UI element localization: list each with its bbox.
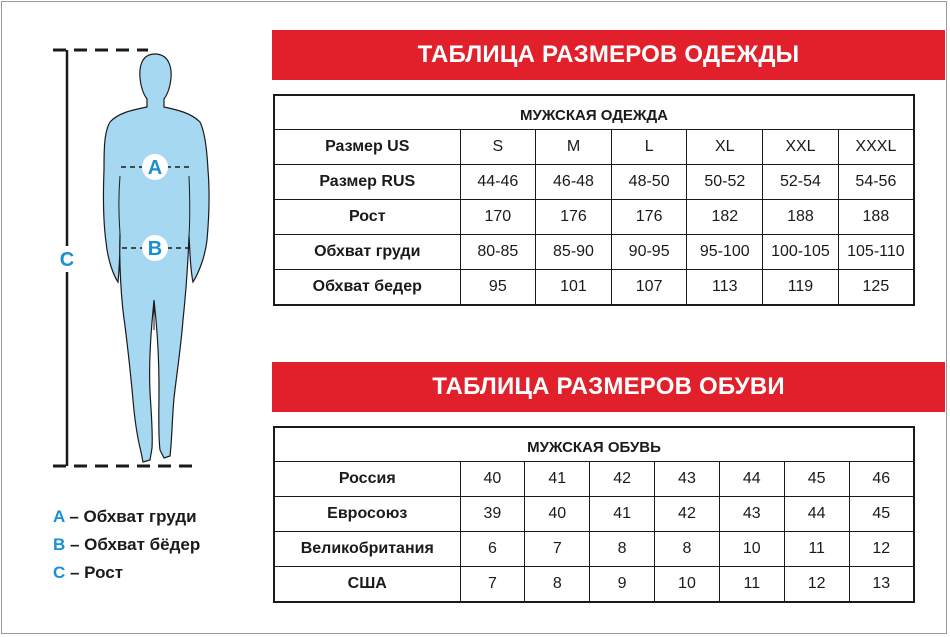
table-row	[274, 497, 914, 532]
table-cell: 188	[763, 200, 839, 235]
table-cell: 101	[536, 270, 612, 306]
row-label: Размер US	[274, 130, 460, 165]
table-cell: 182	[687, 200, 763, 235]
table-row	[274, 200, 914, 235]
table-cell: XXL	[763, 130, 839, 165]
table-cell: 40	[525, 497, 590, 532]
legend-chest	[53, 507, 197, 527]
table-cell: 100-105	[763, 235, 839, 270]
table-cell: M	[536, 130, 612, 165]
legend-text: – Обхват бёдер	[65, 535, 201, 554]
table-cell: 8	[590, 532, 655, 567]
legend-letter: B	[53, 535, 66, 554]
table-cell: 85-90	[536, 235, 612, 270]
table-cell: 7	[525, 532, 590, 567]
table-cell: 176	[611, 200, 687, 235]
legend-letter: A	[53, 507, 65, 526]
marker-a-label: A	[147, 157, 163, 179]
table-row	[274, 130, 914, 165]
clothing-caption: МУЖСКАЯ ОДЕЖДА	[274, 95, 914, 130]
row-label: Обхват груди	[274, 235, 460, 270]
marker-c-label: C	[59, 249, 75, 271]
table-row	[274, 270, 914, 306]
table-cell: 95	[460, 270, 536, 306]
row-label: Великобритания	[274, 532, 460, 567]
table-cell: 119	[763, 270, 839, 306]
table-caption-row	[274, 427, 914, 462]
table-cell: 46-48	[536, 165, 612, 200]
table-cell: 54-56	[838, 165, 914, 200]
clothing-banner: ТАБЛИЦА РАЗМЕРОВ ОДЕЖДЫ	[272, 30, 945, 80]
table-cell: 125	[838, 270, 914, 306]
table-cell: 41	[590, 497, 655, 532]
table-row	[274, 235, 914, 270]
table-cell: 44-46	[460, 165, 536, 200]
clothing-size-table	[273, 94, 915, 306]
table-cell: 46	[849, 462, 914, 497]
table-cell: 105-110	[838, 235, 914, 270]
table-cell: 50-52	[687, 165, 763, 200]
table-cell: 6	[460, 532, 525, 567]
table-cell: 43	[655, 462, 720, 497]
table-cell: 39	[460, 497, 525, 532]
table-cell: 90-95	[611, 235, 687, 270]
shoes-banner: ТАБЛИЦА РАЗМЕРОВ ОБУВИ	[272, 362, 945, 412]
table-cell: 170	[460, 200, 536, 235]
row-label: США	[274, 567, 460, 603]
table-cell: 11	[784, 532, 849, 567]
table-cell: 7	[460, 567, 525, 603]
table-cell: 107	[611, 270, 687, 306]
legend-text: – Рост	[65, 563, 124, 582]
legend-hips	[53, 535, 200, 555]
table-cell: 40	[460, 462, 525, 497]
table-cell: 45	[849, 497, 914, 532]
table-cell: 44	[784, 497, 849, 532]
table-cell: 52-54	[763, 165, 839, 200]
row-label: Размер RUS	[274, 165, 460, 200]
table-cell: 48-50	[611, 165, 687, 200]
row-label: Евросоюз	[274, 497, 460, 532]
row-label: Обхват бедер	[274, 270, 460, 306]
table-cell: 80-85	[460, 235, 536, 270]
table-cell: 11	[719, 567, 784, 603]
table-cell: 13	[849, 567, 914, 603]
row-label: Россия	[274, 462, 460, 497]
table-cell: 42	[655, 497, 720, 532]
marker-b-label: B	[147, 238, 163, 260]
table-cell: 10	[719, 532, 784, 567]
table-cell: 176	[536, 200, 612, 235]
row-label: Рост	[274, 200, 460, 235]
table-cell: XXXL	[838, 130, 914, 165]
legend-height	[53, 563, 123, 583]
table-cell: 12	[849, 532, 914, 567]
legend-letter: C	[53, 563, 66, 582]
table-cell: 45	[784, 462, 849, 497]
table-cell: 44	[719, 462, 784, 497]
table-caption-row	[274, 95, 914, 130]
shoe-size-table	[273, 426, 915, 603]
table-cell: XL	[687, 130, 763, 165]
table-cell: 188	[838, 200, 914, 235]
table-row	[274, 567, 914, 603]
table-cell: 113	[687, 270, 763, 306]
table-cell: 12	[784, 567, 849, 603]
body-figure	[0, 0, 270, 480]
table-cell: 9	[590, 567, 655, 603]
table-cell: 41	[525, 462, 590, 497]
table-row	[274, 462, 914, 497]
table-cell: 8	[655, 532, 720, 567]
table-cell: 8	[525, 567, 590, 603]
table-row	[274, 532, 914, 567]
table-cell: 43	[719, 497, 784, 532]
table-cell: 42	[590, 462, 655, 497]
table-cell: S	[460, 130, 536, 165]
table-cell: 95-100	[687, 235, 763, 270]
shoes-caption: МУЖСКАЯ ОБУВЬ	[274, 427, 914, 462]
legend-text: – Обхват груди	[64, 507, 197, 526]
table-cell: L	[611, 130, 687, 165]
table-cell: 10	[655, 567, 720, 603]
table-row	[274, 165, 914, 200]
